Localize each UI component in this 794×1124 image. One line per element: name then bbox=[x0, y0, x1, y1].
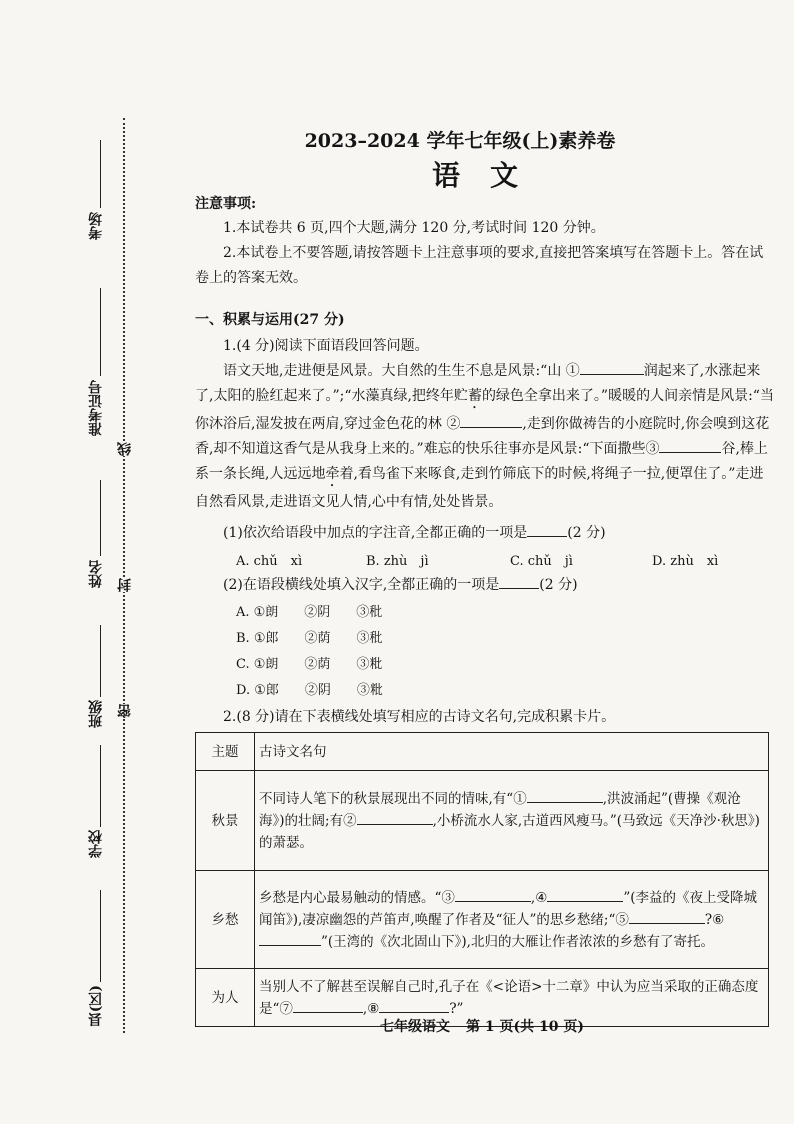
passage-part-1: 语文天地,走进便是风景。大自然的生生不息是风景:“山 ① bbox=[223, 363, 580, 379]
answer-blank-2[interactable] bbox=[357, 810, 433, 825]
row-topic-autumn: 秋景 bbox=[196, 771, 255, 871]
passage-blank-1[interactable] bbox=[580, 360, 644, 375]
sub-1-option-c[interactable]: C. chǔ jì bbox=[510, 554, 573, 569]
school-label: 学校 bbox=[88, 830, 104, 858]
passage-blank-3[interactable] bbox=[659, 438, 721, 453]
sub-question-1-points: (2 分) bbox=[567, 525, 606, 541]
sub-question-2-answer[interactable] bbox=[499, 574, 539, 589]
exam-room-label: 考场 bbox=[88, 212, 104, 240]
row-text: ,洪波涌起”(曹操《观沧海》)的壮阔;有② bbox=[259, 790, 741, 829]
notes-item-2: 2.本试卷上不要答题,请按答题卡上注意事项的要求,直接把答案填写在答题卡上。答在试卷上的答案无效。 bbox=[195, 245, 764, 286]
exam-room-field[interactable] bbox=[100, 140, 101, 208]
row-text: ?” bbox=[449, 1000, 464, 1017]
passage-dotted-char-1: 蓄 bbox=[467, 388, 482, 404]
exam-subject: 语文 bbox=[431, 159, 548, 192]
row-text: 不同诗人笔下的秋景展现出不同的情味,有“① bbox=[259, 790, 527, 807]
sub-2-option-b[interactable]: B. ①郎 ②荫 ③秕 bbox=[236, 631, 383, 646]
row-topic-homesick: 乡愁 bbox=[196, 871, 255, 969]
sub-1-option-d[interactable]: D. zhù xì bbox=[652, 554, 719, 569]
sub-1-option-b[interactable]: B. zhù jì bbox=[366, 554, 429, 569]
page-footer bbox=[195, 1016, 769, 1036]
row-text: ,④ bbox=[530, 889, 548, 906]
passage-part-2: 润起来了,水涨起来了,太阳的脸红起来了。”;“水藻真绿,把终年贮 bbox=[195, 363, 761, 404]
school-field[interactable] bbox=[100, 745, 101, 827]
notes-item-1: 1.本试卷共 6 页,四个大题,满分 120 分,考试时间 120 分钟。 bbox=[223, 220, 605, 236]
class-field[interactable] bbox=[100, 625, 101, 697]
sub-2-option-c[interactable]: C. ①朗 ②荫 ③粃 bbox=[236, 657, 383, 672]
sub-question-1-text: (1)依次给语段中加点的字注音,全都正确的一项是 bbox=[223, 525, 528, 541]
answer-blank-3[interactable] bbox=[455, 887, 531, 902]
name-field[interactable] bbox=[100, 480, 101, 556]
row-text: 当别人不了解甚至误解自己时,孔子在《<论语>十二章》中认为应当采取的正确态度是“⑦ bbox=[259, 978, 759, 1017]
county-label: 县(区) bbox=[88, 985, 104, 1027]
answer-blank-7[interactable] bbox=[293, 998, 363, 1013]
accumulation-card-table bbox=[195, 732, 769, 1027]
notes-heading: 注意事项: bbox=[195, 196, 257, 212]
sub-question-2-text: (2)在语段横线处填入汉字,全都正确的一项是 bbox=[223, 577, 500, 593]
sub-1-option-a[interactable]: A. chǔ xì bbox=[236, 554, 303, 569]
seal-mark-secret: 密 bbox=[117, 704, 133, 718]
question-2-stem: 2.(8 分)请在下表横线处填写相应的古诗文名句,完成积累卡片。 bbox=[223, 709, 616, 725]
sub-2-option-a[interactable]: A. ①朗 ②阴 ③秕 bbox=[236, 605, 383, 620]
row-text: ,⑧ bbox=[362, 1000, 380, 1017]
table-row bbox=[196, 871, 769, 969]
name-label: 姓名 bbox=[88, 560, 104, 588]
table-header-row bbox=[196, 733, 769, 771]
passage-part-3: 的绿色全拿出来了。”暖暖的人间亲情是风景:“当你沐浴后,湿发披在两肩,穿过金色花的林 ② bbox=[195, 388, 774, 432]
ticket-number-label: 准考证号 bbox=[88, 380, 104, 436]
exam-title: 2023–2024 学年七年级(上)素养卷 bbox=[304, 130, 616, 152]
sub-question-2 bbox=[195, 573, 775, 598]
question-1-stem: 1.(4 分)阅读下面语段回答问题。 bbox=[223, 338, 429, 354]
question-1-passage bbox=[195, 359, 775, 515]
row-text: ”(王湾的《次北固山下》),北归的大雁让作者浓浓的乡愁有了寄托。 bbox=[321, 933, 714, 950]
passage-part-6: 着,看鸟雀下来啄食,走到竹筛底下的时候,将绳子一拉,便罩住了。”走进自然看风景,走进语文见人情,心中有情,处处皆景。 bbox=[195, 466, 764, 510]
table-header-content: 古诗文名句 bbox=[255, 733, 769, 771]
section-1-heading: 一、积累与运用(27 分) bbox=[195, 312, 345, 328]
sub-2-option-d[interactable]: D. ①郎 ②阴 ③粃 bbox=[236, 683, 383, 698]
answer-blank-6[interactable] bbox=[259, 931, 321, 946]
passage-dotted-char-2: 牵 bbox=[325, 466, 340, 482]
row-text: 乡愁是内心最易触动的情感。“③ bbox=[259, 889, 455, 906]
row-text: ”(李益的《夜上受降城闻笛》),凄凉幽怨的芦笛声,唤醒了作者及“征人”的思乡愁绪;“⑤ bbox=[259, 889, 757, 928]
row-topic-conduct: 为人 bbox=[196, 969, 255, 1027]
sub-question-1 bbox=[195, 521, 775, 546]
row-text: ,小桥流水人家,古道西风瘦马。”(马致远《天净沙·秋思》)的萧瑟。 bbox=[259, 812, 760, 851]
passage-part-4: ,走到你做祷告的小庭院时,你会嗅到这花香,却不知道这香气是从我身上来的。”难忘的快乐往事亦是风景:“下面撒些③ bbox=[195, 416, 770, 457]
seal-mark-seal: 封 bbox=[117, 578, 133, 592]
footer-page-number: 第 1 页(共 10 页) bbox=[466, 1019, 584, 1035]
county-field[interactable] bbox=[100, 890, 101, 982]
row-content-homesick bbox=[255, 871, 769, 969]
row-content-autumn bbox=[255, 771, 769, 871]
table-row bbox=[196, 771, 769, 871]
footer-subject: 七年级语文 bbox=[380, 1019, 451, 1035]
passage-blank-2[interactable] bbox=[460, 413, 522, 428]
answer-blank-8[interactable] bbox=[379, 998, 449, 1013]
class-label: 班级 bbox=[88, 700, 104, 728]
binding-dotted-line bbox=[123, 118, 125, 1033]
answer-blank-4[interactable] bbox=[547, 887, 623, 902]
answer-blank-1[interactable] bbox=[527, 788, 603, 803]
sub-question-1-answer[interactable] bbox=[527, 522, 567, 537]
table-header-topic: 主题 bbox=[196, 733, 255, 771]
seal-mark-line: 线 bbox=[117, 442, 133, 456]
passage-part-5: 谷,棒上系一条长绳,人远远地 bbox=[195, 441, 768, 482]
ticket-number-field[interactable] bbox=[100, 288, 101, 376]
answer-blank-5[interactable] bbox=[629, 909, 705, 924]
sub-question-2-points: (2 分) bbox=[539, 577, 578, 593]
row-text: ?⑥ bbox=[704, 911, 725, 928]
